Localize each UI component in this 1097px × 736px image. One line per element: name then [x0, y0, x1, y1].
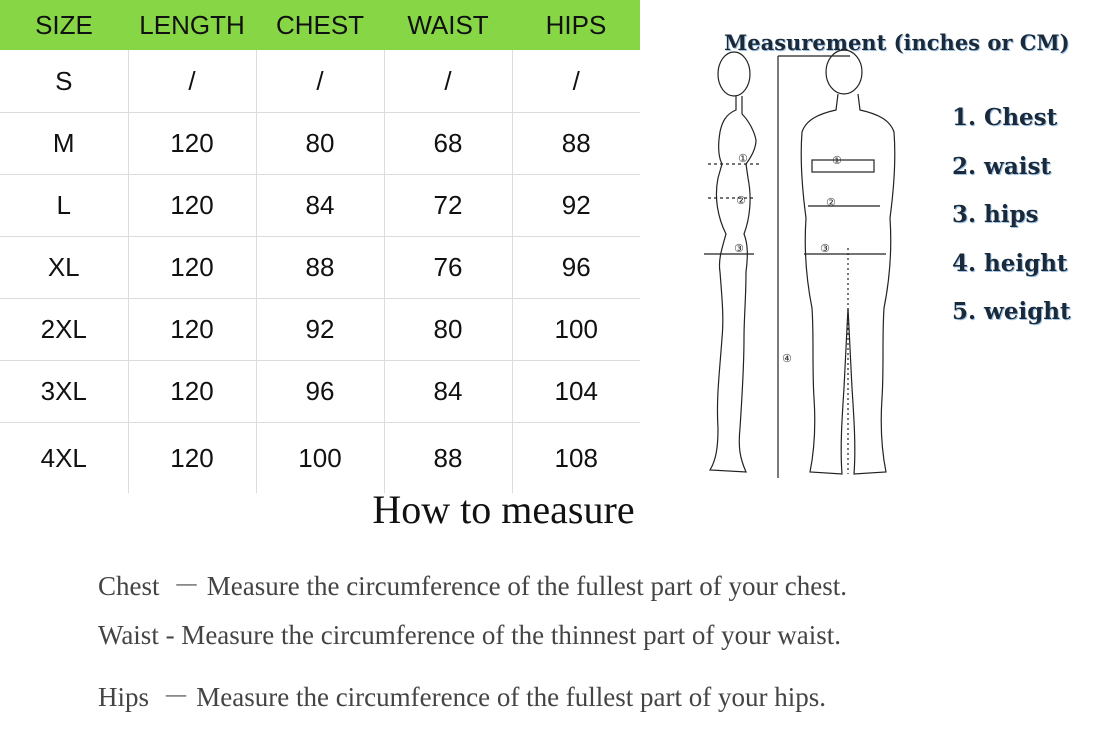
front-figure — [801, 50, 895, 474]
length-cell: 120 — [128, 175, 256, 237]
length-cell: 120 — [128, 361, 256, 423]
marker-chest-side: ① — [738, 152, 748, 165]
chest-cell: 100 — [256, 423, 384, 494]
chest-instruction: Chest － Measure the circumference of the fullest part of your chest. — [98, 571, 847, 601]
waist-cell: 68 — [384, 113, 512, 175]
size-cell: 4XL — [40, 442, 87, 473]
length-cell: 120 — [128, 113, 256, 175]
chest-cell: 96 — [256, 361, 384, 423]
chest-cell: 80 — [256, 113, 384, 175]
waist-cell: 72 — [384, 175, 512, 237]
legend-item-height: 4. height — [952, 249, 1068, 277]
table-row — [0, 113, 640, 175]
hips-cell: / — [512, 50, 640, 113]
size-cell: M — [0, 113, 128, 175]
marker-hips-front: ③ — [820, 242, 830, 255]
size-cell: 2XL — [0, 299, 128, 361]
size-cell: L — [0, 175, 128, 237]
table-row — [0, 237, 640, 299]
hips-cell: 88 — [512, 113, 640, 175]
table-header-row — [0, 0, 640, 50]
chest-cell: 84 — [256, 175, 384, 237]
hips-instruction: Hips － Measure the circumference of the fullest part of your hips. — [98, 682, 827, 712]
length-cell: 120 — [128, 237, 256, 299]
length-cell: 120 — [128, 299, 256, 361]
size-cell: 3XL — [0, 361, 128, 423]
waist-cell: 84 — [384, 361, 512, 423]
hips-cell: 92 — [512, 175, 640, 237]
header-chest: CHEST — [256, 0, 384, 50]
size-cell: S — [0, 50, 128, 113]
legend-item-weight: 5. weight — [952, 298, 1071, 325]
waist-cell: 76 — [384, 237, 512, 299]
length-cell: 120 — [128, 423, 256, 494]
table-row — [0, 50, 640, 113]
marker-chest-front: ① — [832, 154, 842, 167]
hips-cell: 100 — [512, 299, 640, 361]
hips-cell: 104 — [512, 361, 640, 423]
table-row — [0, 423, 640, 494]
chest-cell: / — [256, 50, 384, 113]
chest-cell: 92 — [256, 299, 384, 361]
hips-cell: 108 — [512, 423, 640, 494]
size-cell: XL — [0, 237, 128, 299]
marker-height: ④ — [782, 352, 792, 365]
header-size: SIZE — [0, 0, 128, 50]
waist-instruction: Waist - Measure the circumference of the thinnest part of your waist. — [98, 620, 842, 650]
measurement-legend — [952, 100, 1071, 343]
hips-cell: 96 — [512, 237, 640, 299]
marker-hips-side: ③ — [734, 242, 744, 255]
legend-item-chest: 1. Chest — [952, 104, 1058, 131]
diagram-title: Measurement (inches or CM) — [724, 30, 1070, 55]
waist-cell: 80 — [384, 299, 512, 361]
header-length: LENGTH — [128, 0, 256, 50]
table-row — [0, 175, 640, 237]
marker-waist-front: ② — [826, 196, 836, 209]
table-row — [0, 361, 640, 423]
side-figure — [704, 52, 760, 472]
table-row — [0, 299, 640, 361]
legend-item-waist: 2. waist — [952, 152, 1052, 180]
marker-waist-side: ② — [736, 194, 746, 207]
length-cell: / — [128, 50, 256, 113]
waist-cell: / — [384, 50, 512, 113]
waist-cell: 88 — [384, 423, 512, 494]
body-measurement-figures — [696, 48, 896, 482]
how-to-measure-heading: How to measure — [372, 487, 635, 532]
header-waist: WAIST — [384, 0, 512, 50]
header-hips: HIPS — [512, 0, 640, 50]
size-chart-table — [0, 0, 640, 493]
chest-cell: 88 — [256, 237, 384, 299]
legend-item-hips: 3. hips — [952, 201, 1039, 228]
